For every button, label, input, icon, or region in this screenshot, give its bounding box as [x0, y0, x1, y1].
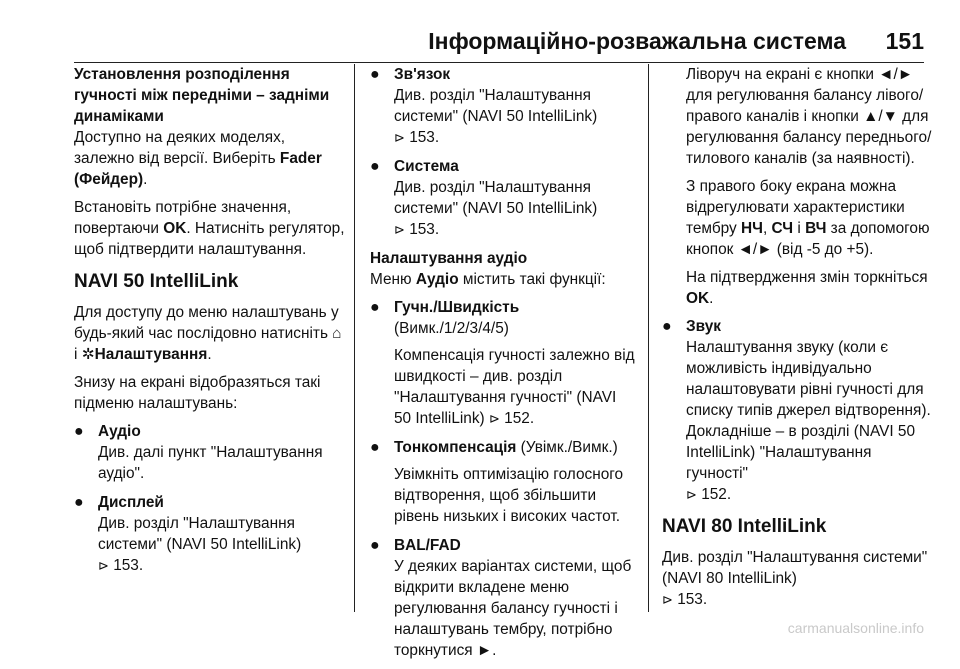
bullet-icon: ● [370, 439, 380, 456]
page-ref-icon: ⊳ [394, 222, 405, 237]
section-title-audio: Налаштування аудіо [370, 250, 528, 267]
arrow-left-right-icon: ◄/► [878, 66, 914, 83]
column-3 [662, 64, 934, 617]
paragraph-navi80-ref: Див. розділ "Налаштування системи" (NAVI 80 IntelliLink) ⊳ 153. [662, 549, 928, 608]
page-ref-icon: ⊳ [488, 411, 500, 426]
paragraph-tone-controls: З правого боку екрана можна відрегулювати характеристики тембру НЧ, СЧ і ВЧ за допомогою кнопок ◄/► (від -5 до +5). [686, 178, 930, 258]
page-number: 151 [885, 28, 924, 54]
page-ref-icon: ⊳ [394, 130, 405, 145]
list-item-volume-speed: ● Гучн./Швидкість (Вимк./1/2/3/4/5) Компенсація гучності залежно від швидкості – див. розділ "Налаштування гучності" (NAVI 50 IntelliLink) ⊳ 152. [370, 299, 635, 427]
column-2 [370, 64, 636, 669]
page-ref-icon: ⊳ [662, 592, 673, 607]
arrow-right-icon: ► [476, 642, 493, 659]
page-title: Інформаційно-розважальна система [428, 28, 846, 54]
bullet-icon: ● [662, 318, 672, 335]
list-item-bal-fad: ● BAL/FAD У деяких варіантах системи, щоб відкрити вкладене меню регулювання балансу гучності і налаштувань тембру, потрібно торкнутися ►. [370, 537, 632, 659]
bullet-icon: ● [370, 66, 380, 83]
paragraph-settings-access: Для доступу до меню налаштувань у будь-який час послідовно натисніть ⌂ і ✲Налаштування. [74, 304, 342, 363]
home-icon: ⌂ [332, 325, 342, 342]
bullet-icon: ● [370, 158, 380, 175]
bullet-icon: ● [370, 299, 380, 316]
paragraph-balance-buttons: Ліворуч на екрані є кнопки ◄/► для регулювання балансу лівого/правого каналів і кнопки ▲/▼ для регулювання балансу переднього/тилового каналів (за наявності). [686, 66, 932, 167]
list-item-loudness: ● Тонкомпенсація (Увімк./Вимк.) Увімкніть оптимізацію голосного відтворення, щоб збільшити рівень низьких і високих частот. [370, 439, 624, 525]
paragraph-fader-set: Встановіть потрібне значення, повертаючи OK. Натисніть регулятор, щоб підтвердити налаштування. [74, 199, 345, 258]
paragraph-fader-availability: Доступно на деяких моделях, залежно від версії. Виберіть Fader (Фейдер). [74, 129, 322, 188]
paragraph-audio-menu: Меню Аудіо містить такі функції: [370, 271, 606, 288]
column-1 [74, 64, 346, 584]
arrow-up-down-icon: ▲/▼ [863, 108, 898, 125]
page-ref-icon: ⊳ [98, 558, 109, 573]
paragraph-submenus: Знизу на екрані відобразяться такі підменю налаштувань: [74, 374, 321, 412]
arrow-left-right-icon: ◄/► [737, 241, 773, 258]
list-item-connection: ● Зв'язок Див. розділ "Налаштування системи" (NAVI 50 IntelliLink) ⊳ 153. [370, 66, 598, 146]
bullet-icon: ● [74, 494, 84, 511]
list-item-sound: ● Звук Налаштування звуку (коли є можливість індивідуально налаштовувати рівні гучності для списку типів джерел відтворення). Докладніше – в розділі (NAVI 50 IntelliLink) "Налаштування гучності" ⊳ 152. [662, 318, 931, 503]
page-header [74, 24, 924, 63]
section-title-fader: Установлення розподілення гучності між передніми – задніми динаміками [74, 66, 330, 125]
bullet-icon: ● [74, 423, 84, 440]
column-divider-2 [648, 64, 649, 612]
list-item-system: ● Система Див. розділ "Налаштування системи" (NAVI 50 IntelliLink) ⊳ 153. [370, 158, 598, 238]
gear-icon: ✲ [81, 346, 95, 363]
heading-navi80: NAVI 80 IntelliLink [662, 516, 827, 537]
list-item-audio: ● Аудіо Див. далі пункт "Налаштування аудіо". [74, 423, 323, 482]
page-ref-icon: ⊳ [686, 487, 697, 502]
paragraph-confirm: На підтвердження змін торкніться OK. [686, 269, 928, 307]
list-item-display: ● Дисплей Див. розділ "Налаштування системи" (NAVI 50 IntelliLink) ⊳ 153. [74, 494, 302, 574]
column-divider-1 [354, 64, 355, 612]
bullet-icon: ● [370, 537, 380, 554]
heading-navi50: NAVI 50 IntelliLink [74, 271, 239, 292]
watermark: carmanualsonline.info [787, 620, 924, 636]
